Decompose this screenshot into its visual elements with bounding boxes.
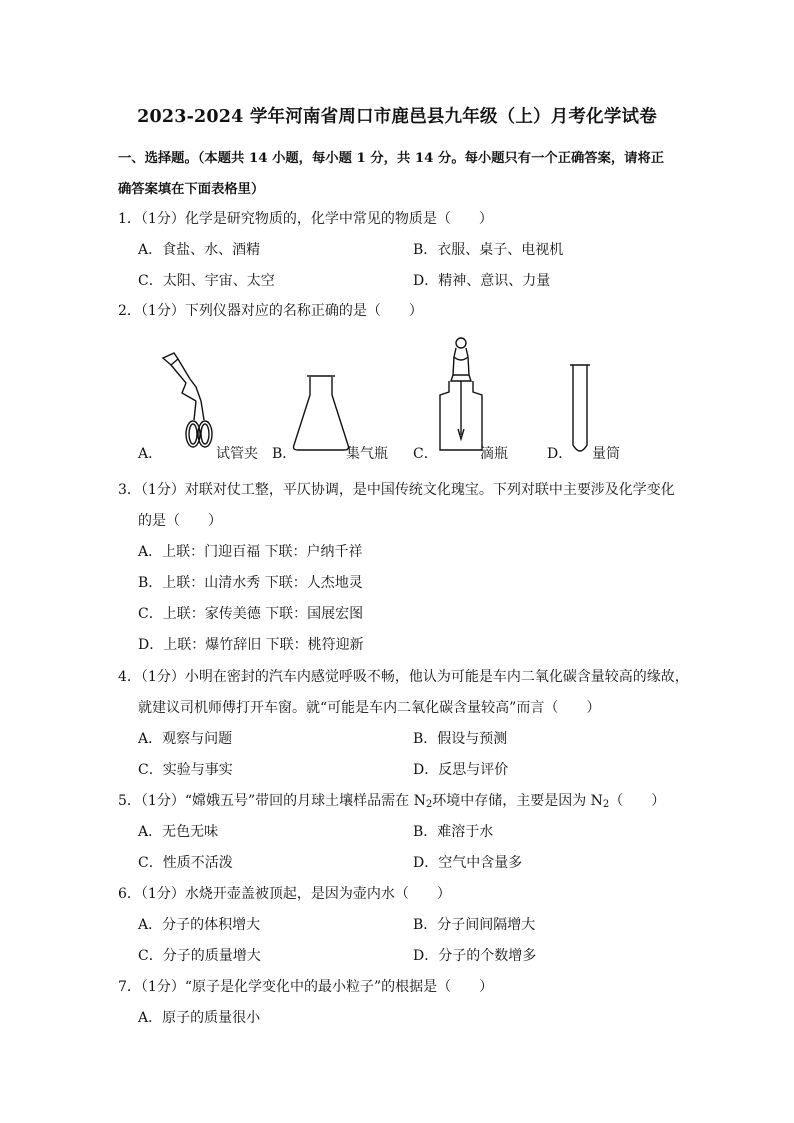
- erlenmeyer-flask-icon: [294, 376, 349, 450]
- question-3-option-b: B．上联：山清水秀 下联：人杰地灵: [138, 575, 363, 591]
- question-3-option-a: A．上联：门迎百福 下联：户纳千祥: [138, 544, 363, 560]
- question-5-option-a: A．无色无味: [138, 824, 219, 840]
- question-2-option-a-letter: A．: [138, 446, 163, 462]
- exam-title: 2023-2024 学年河南省周口市鹿邑县九年级（上）月考化学试卷: [137, 107, 657, 127]
- question-2-option-c-letter: C．: [413, 446, 438, 462]
- question-1-option-a: A．食盐、水、酒精: [138, 242, 261, 258]
- question-2-stem: 2．（1分）下列仪器对应的名称正确的是（ ）: [118, 303, 423, 319]
- question-2-option-b-name: 集气瓶: [346, 446, 388, 462]
- question-2-option-d-letter: D．: [547, 446, 573, 462]
- question-5-option-d: D．空气中含量多: [413, 855, 523, 871]
- question-6-option-b: B．分子间间隔增大: [413, 917, 536, 933]
- dropper-bottle-icon: [440, 338, 482, 450]
- question-1-option-d: D．精神、意识、力量: [413, 273, 551, 289]
- test-tube-icon: [570, 365, 590, 451]
- question-2-option-a-name: 试管夹: [216, 446, 258, 462]
- crucible-tongs-icon: [163, 353, 212, 447]
- question-5-subscript-1: 2: [425, 799, 433, 810]
- question-5-stem-part1: 5．（1分）“嫦娥五号”带回的月球土壤样品需在 N: [118, 793, 426, 809]
- question-5-stem: [118, 790, 665, 810]
- question-1-option-c: C．太阳、宇宙、太空: [138, 273, 275, 289]
- question-6-option-c: C．分子的质量增大: [138, 948, 261, 964]
- question-5-subscript-2: 2: [602, 799, 610, 810]
- question-4-option-d: D．反思与评价: [413, 762, 509, 778]
- question-1-option-b: B．衣服、桌子、电视机: [413, 242, 564, 258]
- lab-apparatus-figure: [0, 335, 794, 465]
- question-6-option-a: A．分子的体积增大: [138, 917, 261, 933]
- question-7-option-a: A．原子的质量很小: [138, 1010, 261, 1026]
- question-3-stem-line1: 3．（1分）对联对仗工整，平仄协调，是中国传统文化瑰宝。下列对联中主要涉及化学变化: [118, 482, 675, 498]
- question-6-stem: 6．（1分）水烧开壶盖被顶起，是因为壶内水（ ）: [118, 886, 451, 902]
- question-6-option-d: D．分子的个数增多: [413, 948, 537, 964]
- question-5-stem-part2: 环境中存储，主要是因为 N: [432, 793, 603, 809]
- question-3-option-c: C．上联：家传美德 下联：国展宏图: [138, 606, 364, 622]
- question-1-stem: 1．（1分）化学是研究物质的，化学中常见的物质是（ ）: [118, 211, 493, 227]
- question-5-stem-part3: （ ）: [609, 793, 666, 809]
- question-5-option-b: B．难溶于水: [413, 824, 494, 840]
- question-2-option-b-letter: B．: [272, 446, 297, 462]
- question-4-option-c: C．实验与事实: [138, 762, 233, 778]
- question-7-stem: 7．（1分）“原子是化学变化中的最小粒子”的根据是（ ）: [118, 979, 494, 995]
- question-2-option-c-name: 滴瓶: [480, 446, 508, 462]
- question-4-stem-line2: 就建议司机师傅打开车窗。就“可能是车内二氧化碳含量较高”而言（ ）: [138, 700, 601, 716]
- question-3-option-d: D．上联：爆竹辞旧 下联：桃符迎新: [138, 637, 364, 653]
- question-4-stem-line1: 4．（1分）小明在密封的汽车内感觉呼吸不畅，他认为可能是车内二氧化碳含量较高的缘故，: [118, 669, 689, 685]
- question-4-option-a: A．观察与问题: [138, 731, 233, 747]
- question-5-option-c: C．性质不活泼: [138, 855, 233, 871]
- section-instruction-line1: 一、选择题。（本题共 14 小题，每小题 1 分，共 14 分。每小题只有一个正确答案，请将正: [118, 151, 665, 166]
- question-2-option-d-name: 量筒: [592, 446, 620, 462]
- section-instruction-line2: 确答案填在下面表格里）: [118, 182, 265, 197]
- question-4-option-b: B．假设与预测: [413, 731, 508, 747]
- question-3-stem-line2: 的是（ ）: [138, 513, 222, 529]
